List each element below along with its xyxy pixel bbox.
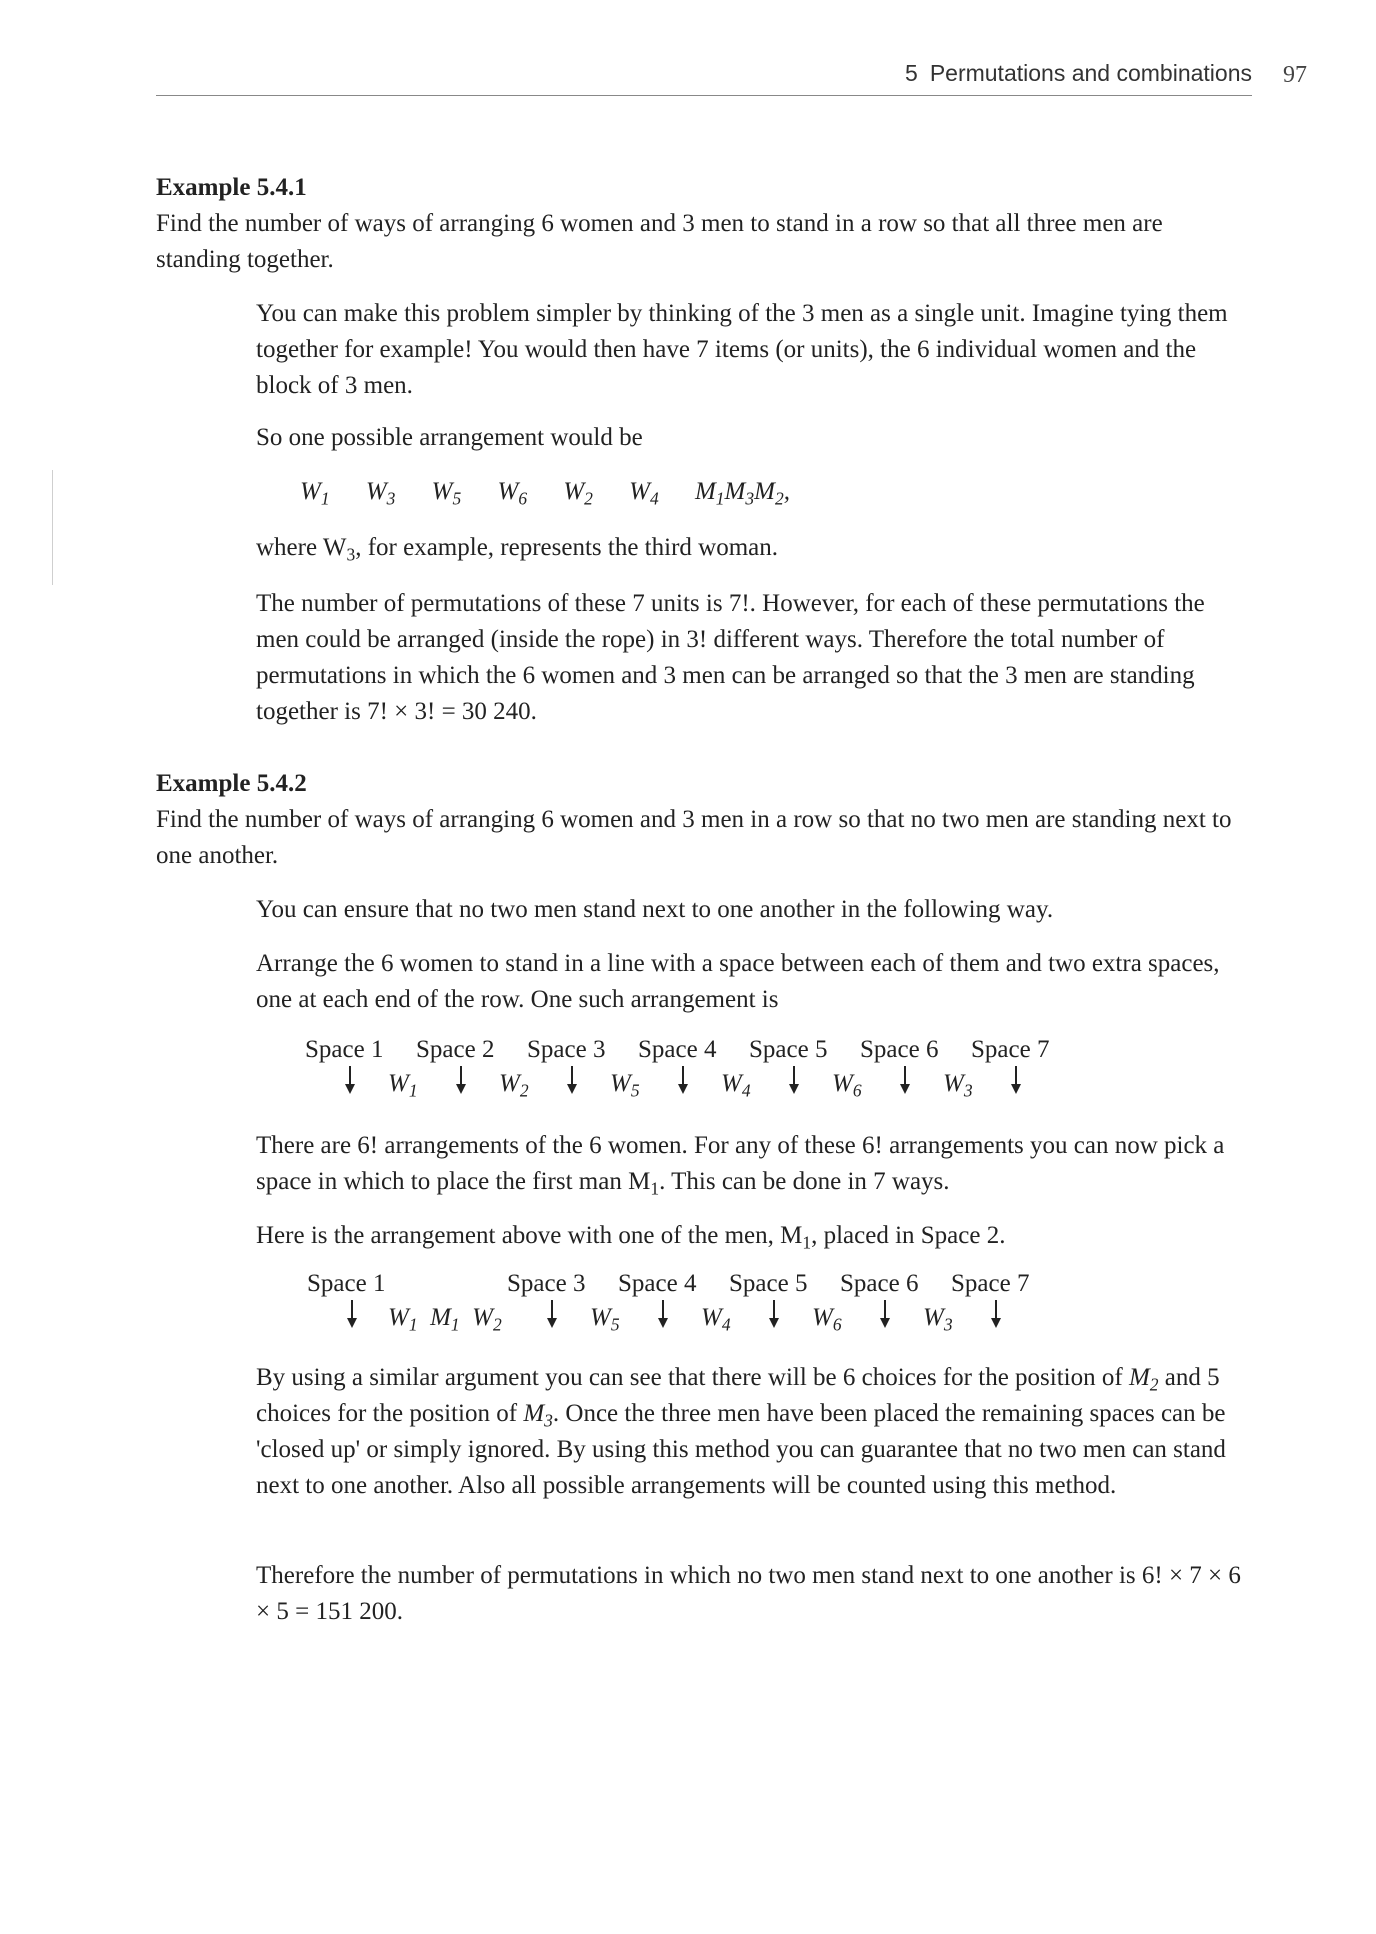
paragraph: where $W_3$, for example, represents the third woman.	[256, 534, 778, 565]
sequence-item: $W_4$	[629, 478, 659, 509]
space-label: Space 5	[749, 1036, 828, 1063]
down-arrow-icon	[547, 1300, 557, 1330]
example-problem: Find the number of ways of arranging 6 women and 3 men in a row so that no two men are standing next to one another.	[156, 806, 1232, 869]
woman-label: $W_5$	[590, 1304, 620, 1335]
paragraph: You can make this problem simpler by thinking of the 3 men as a single unit. Imagine tying them together for example! You would then have 7 items (or units), the 6 individual women and the block of 3 men.	[256, 300, 1228, 399]
space-diagram-2	[0, 1270, 1376, 1350]
space-label: Space 4	[638, 1036, 717, 1063]
woman-label: $W_1$	[388, 1070, 418, 1101]
chapter-number: 5	[905, 60, 918, 86]
down-arrow-icon	[1011, 1066, 1021, 1096]
sequence-item: $W_3$	[365, 478, 396, 509]
down-arrow-icon	[456, 1066, 466, 1096]
down-arrow-icon	[567, 1066, 577, 1096]
woman-label: $W_5$	[610, 1070, 640, 1101]
paragraph: Therefore the number of permutations in which no two men stand next to one another is 6! × 7 × 6 × 5 = 151 200.	[256, 1562, 1241, 1625]
down-arrow-icon	[678, 1066, 688, 1096]
woman-label: $W_6$	[812, 1304, 842, 1335]
paragraph: The number of permutations of these 7 units is 7!. However, for each of these permutations the men could be arranged (inside the rope) in 3! different ways. Therefore the total number of permutations in which the 6 women and 3 men can be arranged so that the 3 men are standing together is 7! × 3! = 30 240.	[256, 590, 1205, 725]
down-arrow-icon	[347, 1300, 357, 1330]
space-label: Space 3	[527, 1036, 606, 1063]
arrangement-sequence	[300, 478, 820, 509]
space-label: Space 6	[840, 1270, 919, 1297]
woman-man-label: $W_1$ $M_1$ $W_2$	[388, 1304, 502, 1335]
down-arrow-icon	[900, 1066, 910, 1096]
sequence-item: $W_1$	[300, 478, 330, 509]
down-arrow-icon	[789, 1066, 799, 1096]
woman-label: $W_2$	[499, 1070, 529, 1101]
woman-label: $W_4$	[721, 1070, 751, 1101]
paragraph: Arrange the 6 women to stand in a line with a space between each of them and two extra spaces, one at each end of the row. One such arrangement is	[256, 950, 1220, 1013]
space-label: Space 1	[305, 1036, 384, 1063]
math-m3: $M_3$	[523, 1400, 553, 1431]
woman-label: $W_3$	[943, 1070, 973, 1101]
space-label: Space 6	[860, 1036, 939, 1063]
space-label: Space 3	[507, 1270, 586, 1297]
sequence-item: $M_1M_3M_2$,	[694, 478, 790, 509]
down-arrow-icon	[991, 1300, 1001, 1330]
example-problem: Find the number of ways of arranging 6 women and 3 men to stand in a row so that all three men are standing together.	[156, 210, 1163, 273]
paragraph: Here is the arrangement above with one of the men, $M_1$, placed in Space 2.	[256, 1222, 1006, 1253]
down-arrow-icon	[769, 1300, 779, 1330]
sequence-item: $W_5$	[431, 478, 462, 509]
paragraph: By using a similar argument you can see that there will be 6 choices for the position of $M_2$ and 5 choices for the position of $M_3$. Once the three men have been placed the remaining spaces can be 'closed up' or simply ignored. By using this method you can guarantee that no two men can stand next to one another. Also all possible arrangements will be counted using this method.	[256, 1364, 1226, 1499]
woman-label: $W_6$	[832, 1070, 862, 1101]
space-diagram-1	[0, 1036, 1376, 1116]
chapter-title: Permutations and combinations	[929, 60, 1252, 86]
example-title: Example 5.4.1	[156, 174, 307, 201]
space-label: Space 1	[307, 1270, 386, 1297]
space-label: Space 2	[416, 1036, 495, 1063]
example-title: Example 5.4.2	[156, 770, 307, 797]
page-number: 97	[1283, 62, 1307, 88]
space-label: Space 7	[971, 1036, 1050, 1063]
space-label: Space 5	[729, 1270, 808, 1297]
woman-label: $W_4$	[701, 1304, 731, 1335]
sequence-item: $W_2$	[563, 478, 593, 509]
down-arrow-icon	[880, 1300, 890, 1330]
woman-label: $W_3$	[923, 1304, 953, 1335]
paragraph: You can ensure that no two men stand next to one another in the following way.	[256, 896, 1054, 923]
margin-mark	[52, 470, 53, 585]
down-arrow-icon	[345, 1066, 355, 1096]
running-header	[156, 60, 1252, 96]
down-arrow-icon	[658, 1300, 668, 1330]
paragraph: There are 6! arrangements of the 6 women. For any of these 6! arrangements you can now pick a space in which to place the first man $M_1$. This can be done in 7 ways.	[256, 1132, 1225, 1199]
space-label: Space 7	[951, 1270, 1030, 1297]
space-label: Space 4	[618, 1270, 697, 1297]
sequence-item: $W_6$	[497, 478, 528, 509]
math-m2: $M_2$	[1128, 1364, 1159, 1395]
paragraph: So one possible arrangement would be	[256, 424, 643, 451]
